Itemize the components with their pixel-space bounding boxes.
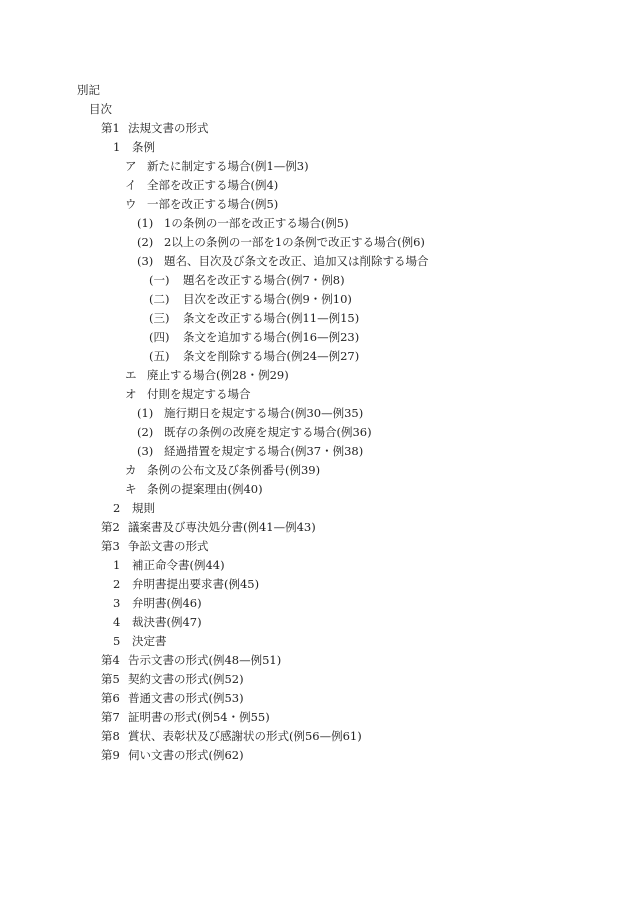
toc-entry-number: エ bbox=[125, 368, 137, 382]
toc-entry bbox=[125, 386, 251, 402]
toc-entry bbox=[137, 215, 349, 231]
toc-entry-number: (四) bbox=[149, 330, 170, 344]
toc-entry bbox=[101, 538, 209, 554]
toc-entry bbox=[101, 690, 244, 706]
toc-entry-number: 第5 bbox=[101, 672, 120, 686]
toc-entry-text: 証明書の形式(例54・例55) bbox=[128, 710, 270, 724]
toc-entry bbox=[101, 728, 362, 744]
toc-entry bbox=[137, 253, 429, 269]
toc-entry-text: 既存の条例の改廃を規定する場合(例36) bbox=[164, 425, 372, 439]
toc-entry bbox=[125, 177, 278, 193]
toc-entry-text: 2以上の条例の一部を1の条例で改正する場合(例6) bbox=[164, 235, 425, 249]
toc-entry-number: 第3 bbox=[101, 539, 120, 553]
toc-entry-text: 施行期日を規定する場合(例30—例35) bbox=[164, 406, 364, 420]
toc-entry-number: ウ bbox=[125, 197, 137, 211]
document-header bbox=[77, 82, 100, 98]
toc-entry-number: 2 bbox=[113, 501, 121, 515]
toc-entry bbox=[101, 709, 270, 725]
toc-entry-number: (三) bbox=[149, 311, 170, 325]
toc-entry-text: 付則を規定する場合 bbox=[147, 387, 251, 401]
toc-entry-number: オ bbox=[125, 387, 137, 401]
toc-entry-text: 条例の公布文及び条例番号(例39) bbox=[147, 463, 321, 477]
toc-entry-text: 新たに制定する場合(例1—例3) bbox=[147, 159, 309, 173]
toc-entry-number: 4 bbox=[113, 615, 121, 629]
toc-entry-text: 法規文書の形式 bbox=[128, 121, 209, 135]
toc-entry bbox=[149, 329, 359, 345]
toc-entry-text: 補正命令書(例44) bbox=[132, 558, 225, 572]
toc-entry-number: カ bbox=[125, 463, 137, 477]
toc-entry-number: 3 bbox=[113, 596, 121, 610]
toc-entry-text: 題名、目次及び条文を改正、追加又は削除する場合 bbox=[164, 254, 429, 268]
toc-entry bbox=[113, 633, 167, 649]
toc-entry-text: 弁明書提出要求書(例45) bbox=[132, 577, 260, 591]
toc-title bbox=[89, 101, 112, 117]
toc-entry-text: 題名を改正する場合(例7・例8) bbox=[183, 273, 345, 287]
toc-entry-text: 決定書 bbox=[132, 634, 167, 648]
toc-entry-number: (3) bbox=[137, 444, 154, 458]
toc-entry bbox=[149, 291, 352, 307]
toc-entry bbox=[125, 367, 289, 383]
toc-entry-number: 1 bbox=[113, 558, 121, 572]
toc-entry-text: 告示文書の形式(例48—例51) bbox=[128, 653, 282, 667]
toc-entry-number: (五) bbox=[149, 349, 170, 363]
toc-entry-text: 弁明書(例46) bbox=[132, 596, 202, 610]
toc-entry-number: (一) bbox=[149, 273, 170, 287]
toc-entry bbox=[149, 310, 359, 326]
toc-entry bbox=[113, 595, 202, 611]
toc-entry bbox=[125, 462, 320, 478]
toc-entry-number: 第8 bbox=[101, 729, 120, 743]
toc-entry-text: 条例 bbox=[132, 140, 155, 154]
toc-entry-number: キ bbox=[125, 482, 137, 496]
toc-entry-text: 契約文書の形式(例52) bbox=[128, 672, 244, 686]
toc-entry-number: 第6 bbox=[101, 691, 120, 705]
toc-title-text: 目次 bbox=[89, 102, 112, 116]
toc-entry bbox=[113, 614, 202, 630]
toc-entry-number: 第1 bbox=[101, 121, 120, 135]
toc-entry bbox=[125, 158, 309, 174]
toc-entry-text: 経過措置を規定する場合(例37・例38) bbox=[164, 444, 364, 458]
toc-entry-text: 伺い文書の形式(例62) bbox=[128, 748, 244, 762]
toc-entry bbox=[101, 747, 244, 763]
toc-entry-number: 第9 bbox=[101, 748, 120, 762]
toc-entry-text: 賞状、表彰状及び感謝状の形式(例56—例61) bbox=[128, 729, 362, 743]
toc-entry-text: 普通文書の形式(例53) bbox=[128, 691, 244, 705]
toc-entry bbox=[113, 576, 259, 592]
toc-entry-number: 1 bbox=[113, 140, 121, 154]
toc-entry bbox=[101, 652, 281, 668]
toc-entry bbox=[137, 424, 372, 440]
toc-entry bbox=[149, 272, 345, 288]
toc-entry bbox=[101, 120, 209, 136]
toc-entry-text: 条文を改正する場合(例11—例15) bbox=[183, 311, 360, 325]
toc-entry-text: 条文を削除する場合(例24—例27) bbox=[183, 349, 360, 363]
toc-entry-text: 1の条例の一部を改正する場合(例5) bbox=[164, 216, 349, 230]
toc-entry bbox=[101, 671, 244, 687]
header-text: 別記 bbox=[77, 83, 100, 97]
toc-entry-number: ア bbox=[125, 159, 137, 173]
toc-entry-text: 廃止する場合(例28・例29) bbox=[147, 368, 289, 382]
toc-entry-text: 条例の提案理由(例40) bbox=[147, 482, 263, 496]
toc-entry-number: 2 bbox=[113, 577, 121, 591]
toc-entry-number: (2) bbox=[137, 425, 154, 439]
toc-entry-text: 条文を追加する場合(例16—例23) bbox=[183, 330, 360, 344]
toc-entry-number: (2) bbox=[137, 235, 154, 249]
toc-entry bbox=[113, 139, 155, 155]
toc-entry-number: (3) bbox=[137, 254, 154, 268]
toc-entry-number: 第2 bbox=[101, 520, 120, 534]
toc-entry bbox=[125, 196, 278, 212]
toc-entry bbox=[125, 481, 263, 497]
toc-entry bbox=[101, 519, 316, 535]
toc-entry-text: 争訟文書の形式 bbox=[128, 539, 209, 553]
toc-entry-number: (1) bbox=[137, 216, 154, 230]
toc-entry-text: 一部を改正する場合(例5) bbox=[147, 197, 279, 211]
toc-entry bbox=[149, 348, 359, 364]
toc-entry bbox=[137, 405, 363, 421]
toc-entry-text: 議案書及び専決処分書(例41—例43) bbox=[128, 520, 316, 534]
toc-entry bbox=[113, 500, 155, 516]
toc-entry-number: 第7 bbox=[101, 710, 120, 724]
toc-entry-text: 目次を改正する場合(例9・例10) bbox=[183, 292, 352, 306]
toc-entry bbox=[137, 234, 425, 250]
toc-entry-number: 5 bbox=[113, 634, 121, 648]
toc-entry-number: イ bbox=[125, 178, 137, 192]
toc-entry bbox=[137, 443, 363, 459]
toc-entry-text: 裁決書(例47) bbox=[132, 615, 202, 629]
toc-entry-text: 規則 bbox=[132, 501, 155, 515]
toc-entry-number: (1) bbox=[137, 406, 154, 420]
toc-entry bbox=[113, 557, 225, 573]
toc-entry-number: 第4 bbox=[101, 653, 120, 667]
toc-entry-text: 全部を改正する場合(例4) bbox=[147, 178, 279, 192]
toc-entry-number: (二) bbox=[149, 292, 170, 306]
